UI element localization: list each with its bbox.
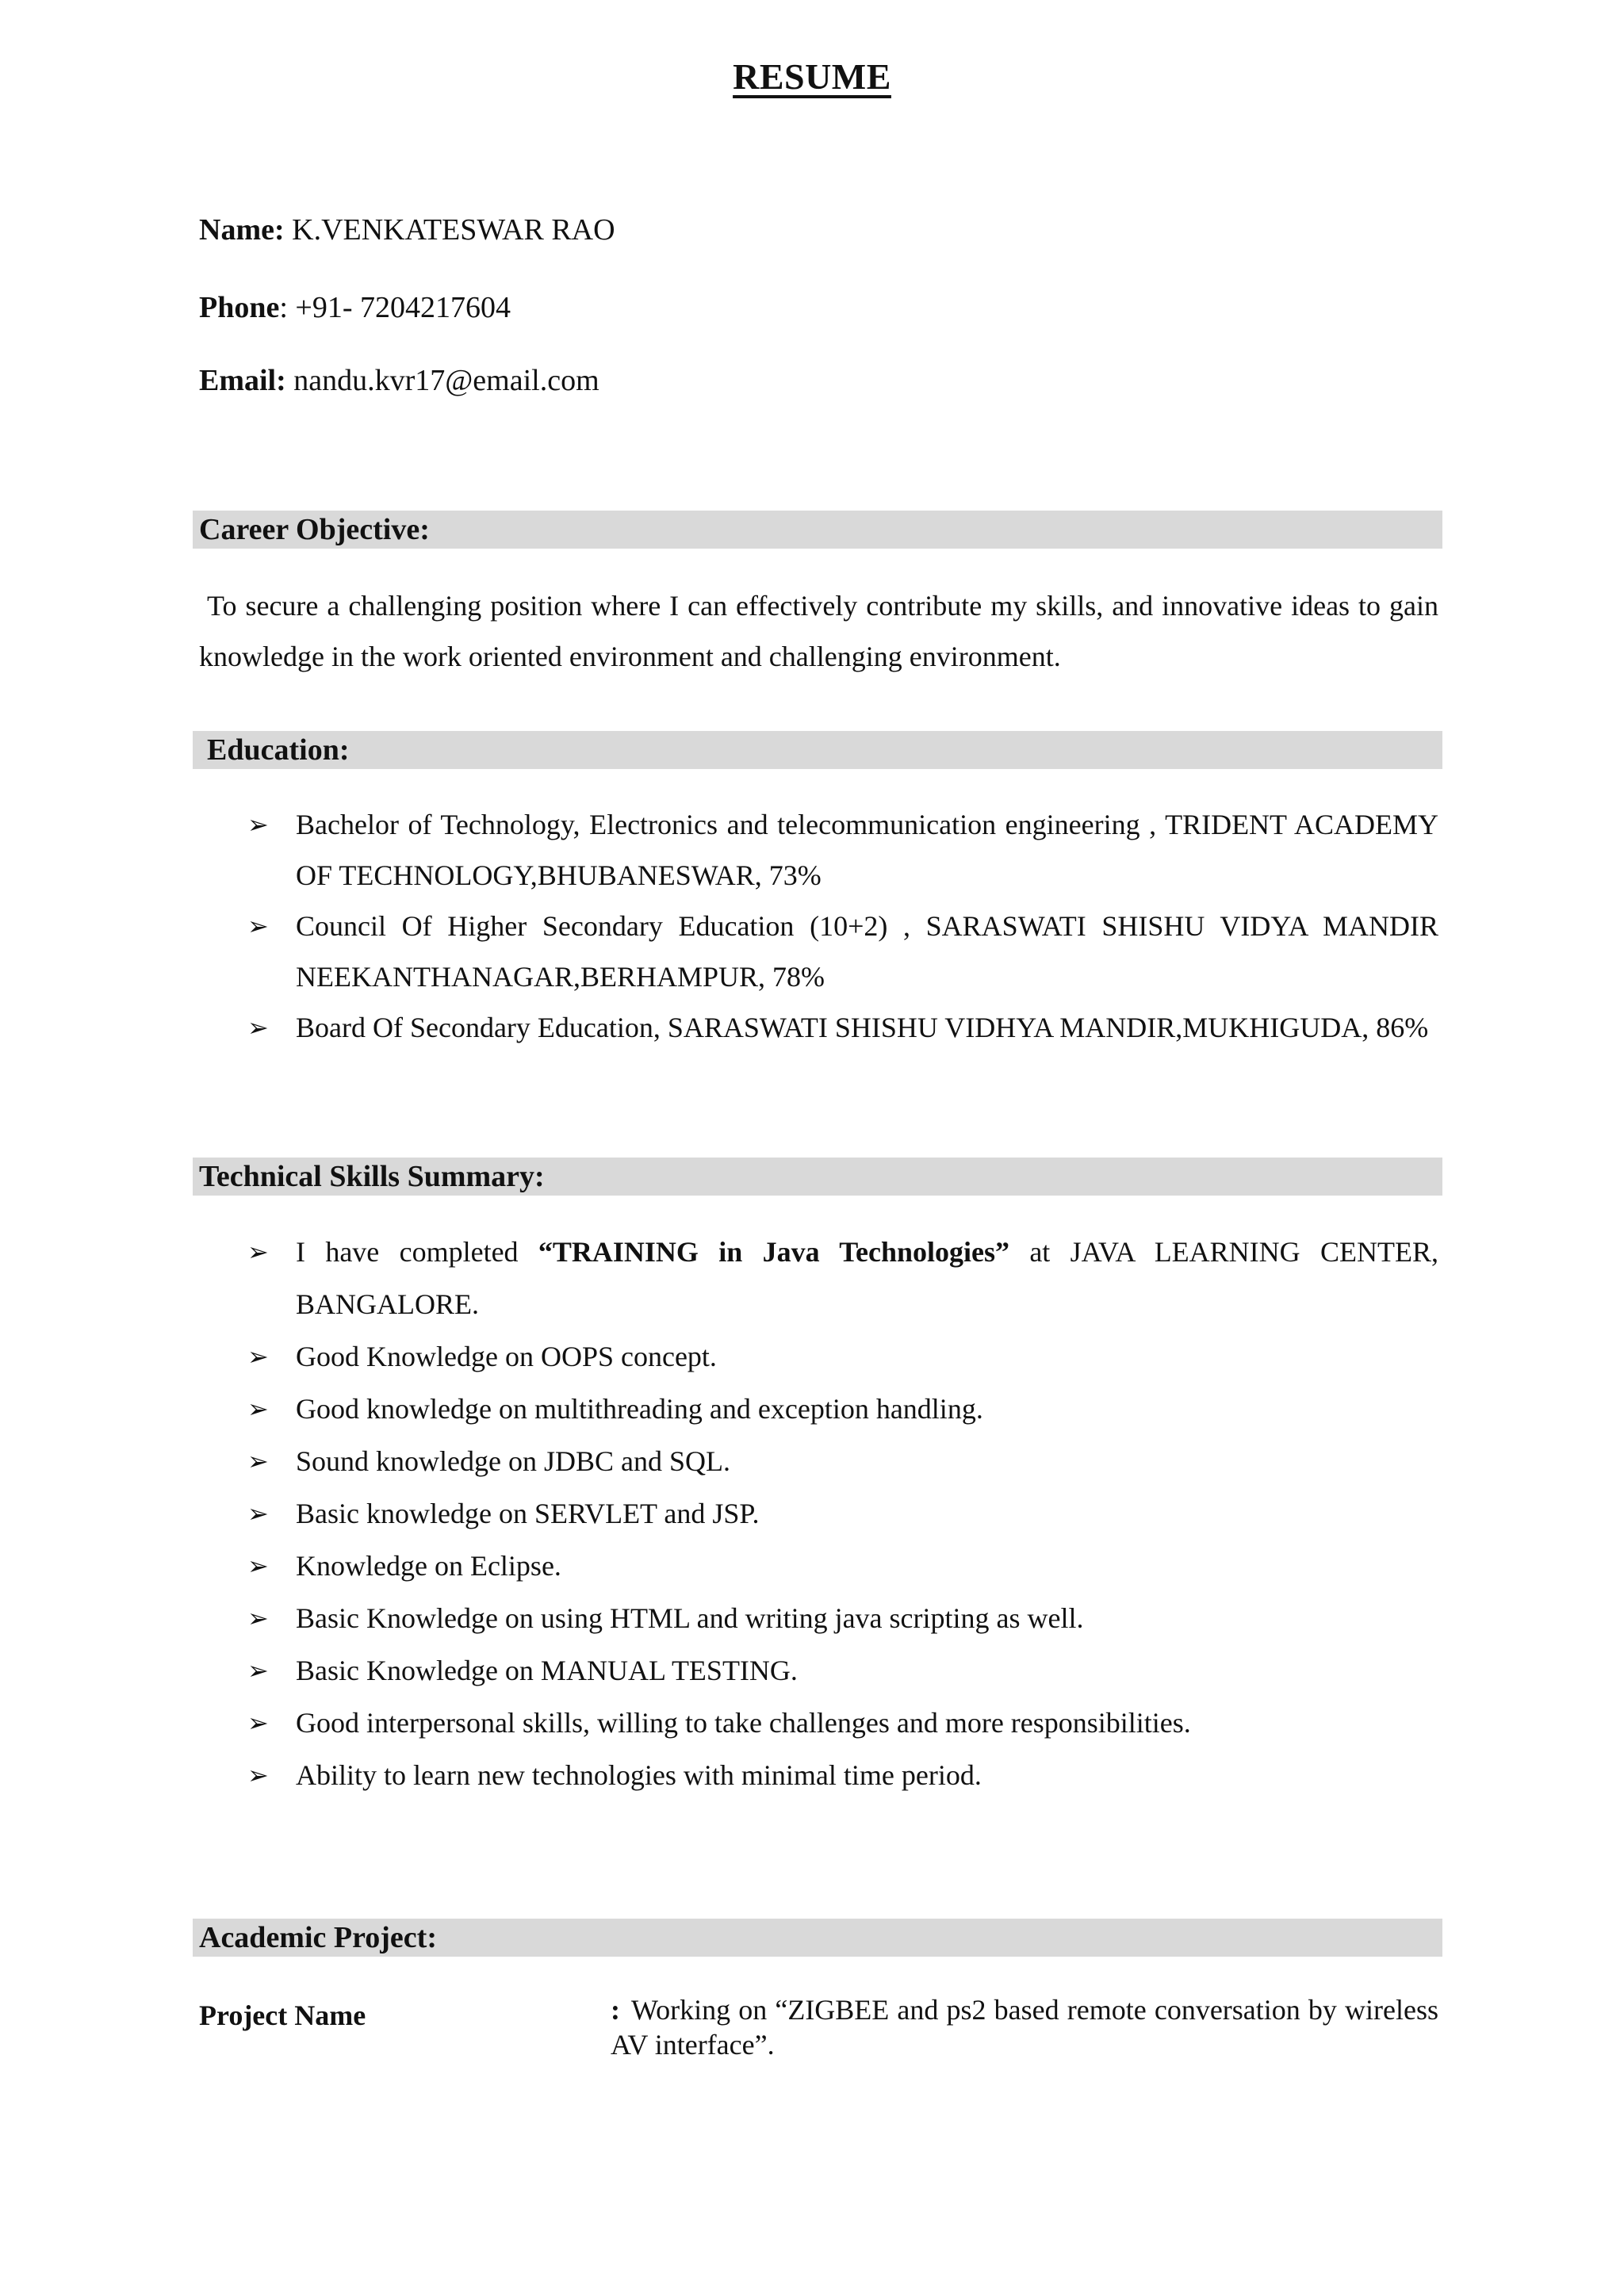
list-item: ➢ Good interpersonal skills, willing to take challenges and more responsibilities. [0, 1697, 1438, 1749]
section-academic-project: Academic Project: [193, 1919, 1442, 1957]
arrow-bullet-icon: ➢ [247, 911, 269, 941]
list-item: ➢ Ability to learn new technologies with minimal time period. [0, 1749, 1438, 1801]
technical-skills-list [0, 1226, 1438, 1801]
section-career-objective: Career Objective: [193, 511, 1442, 549]
contact-email [199, 363, 599, 398]
arrow-bullet-icon: ➢ [247, 1603, 269, 1633]
career-objective-text: To secure a challenging position where I can effectively contribute my skills, and innovative ideas to gain knowledge in the work oriented environment and challenging environment. [199, 590, 1438, 672]
list-item: ➢ Council Of Higher Secondary Education (10+2) , SARASWATI SHISHU VIDYA MANDIR NEEKANTHANAGAR,BERHAMPUR, 78% [0, 901, 1438, 1002]
email-label: Email: [199, 364, 286, 397]
arrow-bullet-icon: ➢ [247, 1498, 269, 1529]
list-item: ➢ Knowledge on Eclipse. [0, 1540, 1438, 1592]
arrow-bullet-icon: ➢ [247, 1237, 269, 1267]
page-title: RESUME [733, 56, 891, 97]
list-item: ➢ Board Of Secondary Education, SARASWATI SHISHU VIDHYA MANDIR,MUKHIGUDA, 86% [0, 1002, 1438, 1053]
list-item: ➢ Good knowledge on multithreading and exception handling. [0, 1383, 1438, 1435]
contact-phone [199, 290, 511, 325]
project-name-value: : Working on “ZIGBEE and ps2 based remote conversation by wireless AV interface”. [611, 1994, 1438, 2061]
arrow-bullet-icon: ➢ [247, 1708, 269, 1738]
list-item: ➢ Basic knowledge on SERVLET and JSP. [0, 1487, 1438, 1540]
list-item: ➢ Good Knowledge on OOPS concept. [0, 1330, 1438, 1383]
list-item: ➢ I have completed “TRAINING in Java Technologies” at JAVA LEARNING CENTER, BANGALORE. [0, 1226, 1438, 1330]
list-item: ➢ Basic Knowledge on MANUAL TESTING. [0, 1644, 1438, 1697]
arrow-bullet-icon: ➢ [247, 1012, 269, 1043]
email-value: nandu.kvr17@email.com [293, 364, 599, 397]
arrow-bullet-icon: ➢ [247, 809, 269, 840]
education-list [0, 799, 1438, 1053]
arrow-bullet-icon: ➢ [247, 1655, 269, 1686]
section-education: Education: [193, 731, 1442, 769]
arrow-bullet-icon: ➢ [247, 1760, 269, 1790]
project-colon: : [611, 1994, 620, 2026]
arrow-bullet-icon: ➢ [247, 1341, 269, 1372]
phone-value: : +91- 7204217604 [279, 291, 511, 324]
list-item: ➢ Basic Knowledge on using HTML and writing java scripting as well. [0, 1592, 1438, 1644]
list-item: ➢ Bachelor of Technology, Electronics and telecommunication engineering , TRIDENT ACADEMY OF TECHNOLOGY,BHUBANESWAR, 73% [0, 799, 1438, 901]
section-technical-skills: Technical Skills Summary: [193, 1158, 1442, 1196]
arrow-bullet-icon: ➢ [247, 1394, 269, 1424]
project-name-label: Project Name [199, 1999, 366, 2031]
arrow-bullet-icon: ➢ [247, 1551, 269, 1581]
name-label: Name: [199, 213, 285, 247]
phone-label: Phone [199, 291, 280, 324]
arrow-bullet-icon: ➢ [247, 1446, 269, 1476]
list-item: ➢ Sound knowledge on JDBC and SQL. [0, 1435, 1438, 1487]
name-value: K.VENKATESWAR RAO [292, 213, 615, 247]
contact-name [199, 212, 615, 247]
